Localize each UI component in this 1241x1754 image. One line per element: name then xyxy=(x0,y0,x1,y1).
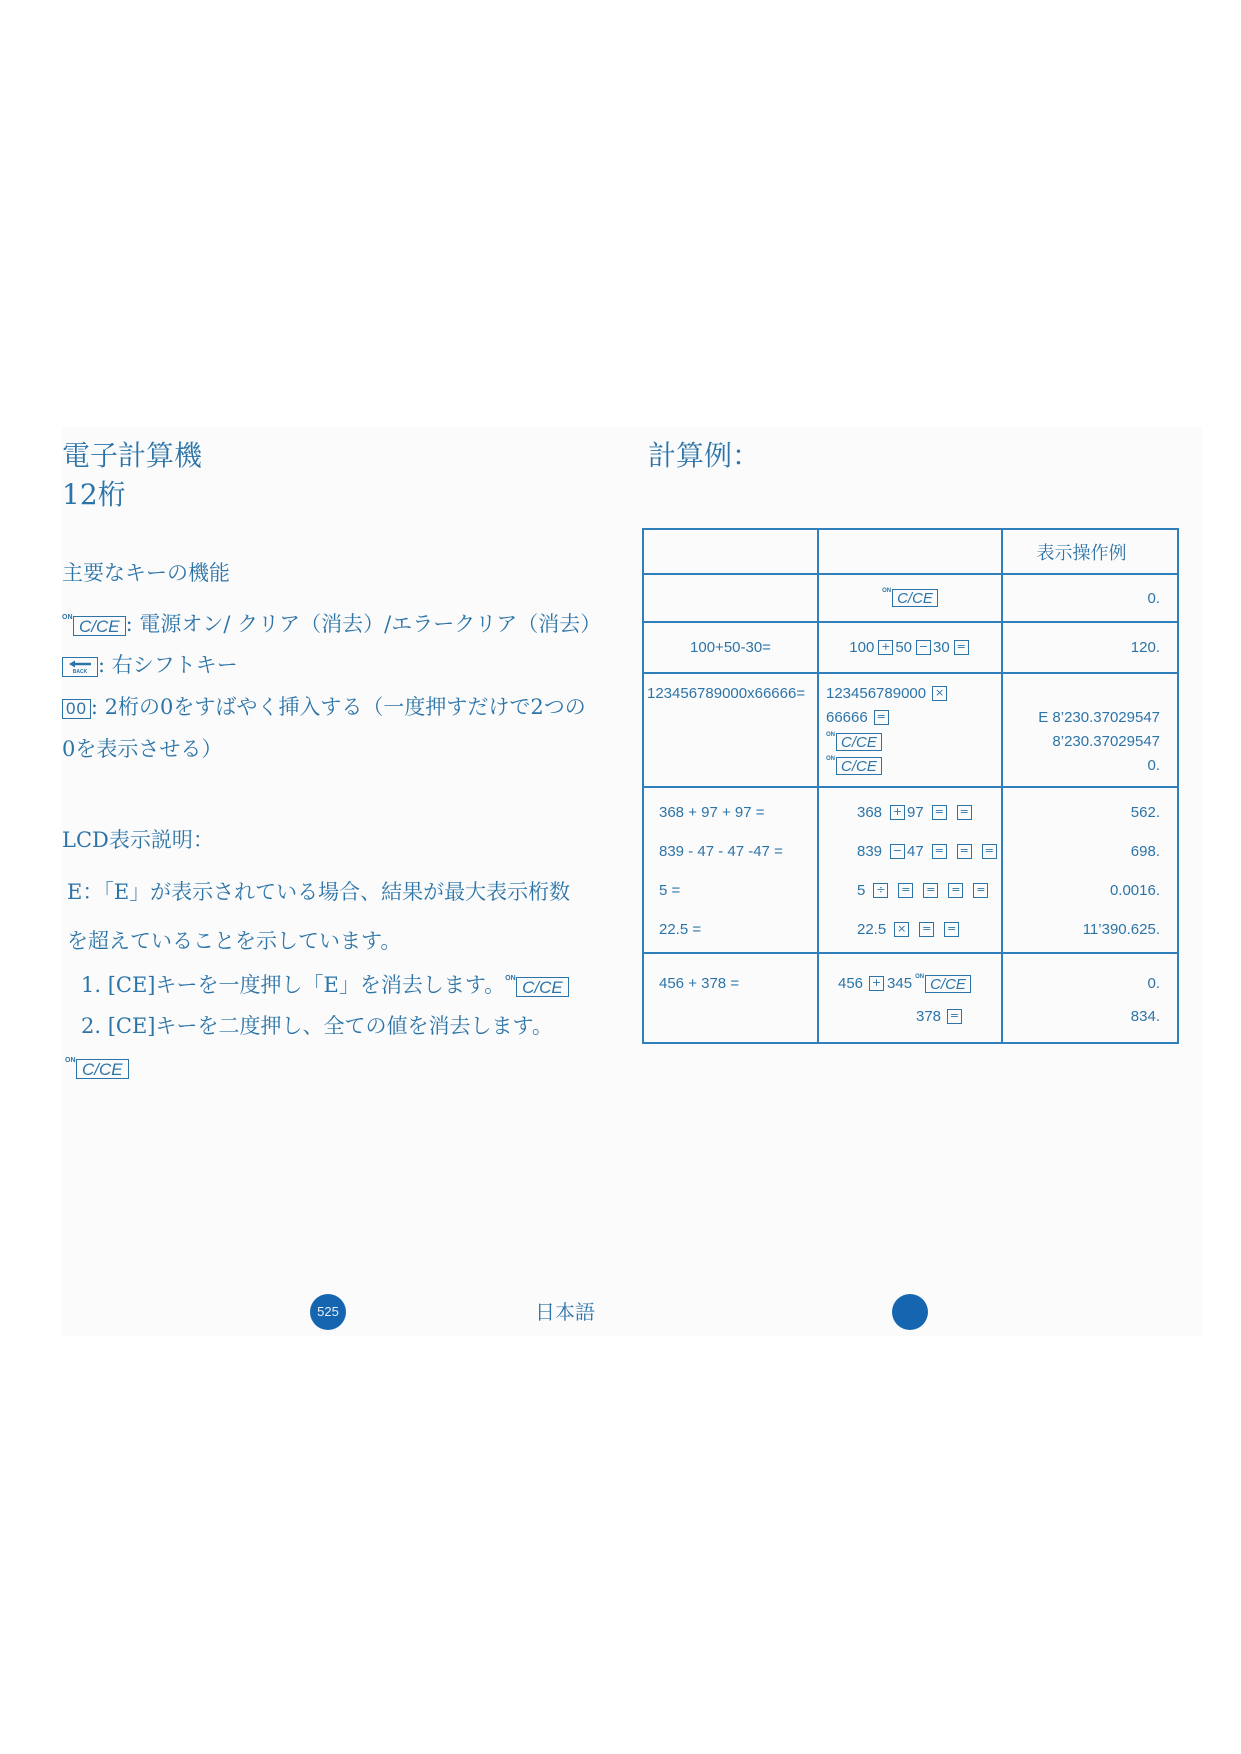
on-c-ce-key-icon xyxy=(65,1056,129,1079)
equals-key-icon: = xyxy=(932,805,947,820)
cell-value: 378 xyxy=(916,1008,942,1025)
on-c-ce-key-icon xyxy=(915,975,971,993)
cell-line xyxy=(690,639,771,656)
on-c-ce-key-icon xyxy=(882,589,938,607)
cell-value: 0. xyxy=(1147,589,1160,607)
cell-line xyxy=(1003,910,1160,949)
error-description-continued: を超えていることを示しています。 xyxy=(67,929,402,953)
cell-value: 562. xyxy=(1130,804,1160,821)
cell-line xyxy=(659,967,817,1000)
cell-value: 368 xyxy=(857,804,883,821)
on-label: ON xyxy=(826,756,835,763)
cell-line xyxy=(1003,682,1160,706)
display-cell xyxy=(1003,788,1177,954)
cell-value: E 8’230.37029547 xyxy=(1038,709,1160,726)
header-cell-display xyxy=(1003,530,1177,575)
c-ce-key-label: C/CE xyxy=(73,616,126,636)
cell-value: 0. xyxy=(1147,757,1160,774)
step-text: 1. [CE]キーを一度押し「E」を消去します。 xyxy=(81,973,506,997)
cell-line xyxy=(826,706,1001,730)
lcd-heading: LCD表示説明： xyxy=(62,828,214,852)
key-function-on-c-ce xyxy=(62,609,601,639)
expression-cell xyxy=(644,575,819,623)
cell-value: 123456789000x66666= xyxy=(647,685,806,702)
equals-key-icon: = xyxy=(954,640,969,655)
cell-line xyxy=(1003,832,1160,871)
cell-value: 30 xyxy=(933,639,950,656)
cell-line xyxy=(838,1000,1001,1033)
cell-line xyxy=(849,639,970,656)
cell-line xyxy=(826,730,1001,754)
decorative-dot xyxy=(892,1294,928,1330)
equals-key-icon: = xyxy=(944,922,959,937)
cell-line xyxy=(659,910,817,949)
back-key-icon xyxy=(62,657,98,677)
equals-key-icon: = xyxy=(957,844,972,859)
cell-value: 456 xyxy=(838,975,864,992)
left-arrow-icon xyxy=(68,660,92,668)
equals-key-icon: = xyxy=(982,844,997,859)
calculation-examples-table xyxy=(642,528,1179,1044)
product-digits: 12桁 xyxy=(62,478,126,511)
cell-value: 22.5 xyxy=(857,921,887,938)
c-ce-key-label: C/CE xyxy=(925,975,971,993)
equals-key-icon: = xyxy=(947,1009,962,1024)
cell-value: 47 xyxy=(907,843,924,860)
cell-value: 834. xyxy=(1130,1008,1160,1025)
cell-line xyxy=(838,967,1001,1000)
minus-key-icon: − xyxy=(890,844,905,859)
key-functions-heading: 主要なキーの機能 xyxy=(62,561,230,585)
on-c-ce-key-icon xyxy=(62,613,126,636)
keystrokes-cell xyxy=(819,788,1003,954)
cell-value: 120. xyxy=(1130,639,1160,656)
examples-heading: 計算例： xyxy=(648,439,761,472)
clear-step-1 xyxy=(81,970,569,1000)
expression-cell xyxy=(644,954,819,1042)
c-ce-key-label: C/CE xyxy=(76,1059,129,1079)
cell-value: 368 + 97 + 97 = xyxy=(659,804,765,821)
page-number: 525 xyxy=(317,1304,339,1319)
cell-line xyxy=(659,793,817,832)
key-description: : 右シフトキー xyxy=(98,653,238,677)
cell-line xyxy=(857,832,1001,871)
equals-key-icon: = xyxy=(973,883,988,898)
cell-value: 11’390.625. xyxy=(1082,921,1160,938)
equals-key-icon: = xyxy=(932,844,947,859)
cell-line xyxy=(1003,754,1160,778)
on-label: ON xyxy=(65,1056,76,1064)
key-description: : 2桁の0をすばやく挿入する（一度押すだけで2つの xyxy=(90,695,586,719)
cell-line xyxy=(1003,871,1160,910)
equals-key-icon: = xyxy=(923,883,938,898)
header-cell-keystrokes xyxy=(819,530,1003,575)
product-title: 電子計算機 xyxy=(62,439,203,472)
cell-value: 50 xyxy=(895,639,913,656)
keystrokes-cell xyxy=(819,575,1003,623)
cell-line xyxy=(1003,1000,1160,1033)
key-function-double-zero xyxy=(62,692,586,722)
display-cell xyxy=(1003,954,1177,1042)
key-function-back xyxy=(62,650,238,680)
equals-key-icon: = xyxy=(948,883,963,898)
c-ce-key-label: C/CE xyxy=(836,757,882,775)
display-header-label: 表示操作例 xyxy=(1036,542,1127,564)
key-description: : 電源オン/ クリア（消去）/エラークリア（消去） xyxy=(125,612,602,636)
expression-cell xyxy=(644,623,819,674)
cell-value: 345 xyxy=(887,975,913,992)
display-cell xyxy=(1003,623,1177,674)
cell-line xyxy=(1003,967,1160,1000)
expression-cell xyxy=(644,788,819,954)
equals-key-icon: = xyxy=(898,883,913,898)
cell-value: 5 = xyxy=(659,882,681,899)
expression-cell xyxy=(644,674,819,788)
cell-value: 698. xyxy=(1130,843,1160,860)
on-label: ON xyxy=(62,613,73,621)
c-ce-key-label: C/CE xyxy=(892,589,938,607)
c-ce-key-label: C/CE xyxy=(516,977,569,997)
plus-key-icon: + xyxy=(878,640,893,655)
display-cell xyxy=(1003,575,1177,623)
keystrokes-cell xyxy=(819,674,1003,788)
display-cell xyxy=(1003,674,1177,788)
cell-value: 0.0016. xyxy=(1109,882,1160,899)
error-description: E：「E」が表示されている場合、結果が最大表示桁数 xyxy=(67,880,571,904)
cell-value: 123456789000 xyxy=(826,685,927,702)
clear-step-2-key xyxy=(65,1052,129,1082)
cell-value: 0. xyxy=(1147,975,1160,992)
cell-value: 97 xyxy=(907,804,924,821)
multiply-key-icon: × xyxy=(894,922,909,937)
c-ce-key-label: C/CE xyxy=(836,733,882,751)
cell-value: 456 + 378 = xyxy=(659,975,740,992)
cell-line xyxy=(1003,730,1160,754)
multiply-key-icon: × xyxy=(932,686,947,701)
header-cell-expression xyxy=(644,530,819,575)
cell-line xyxy=(857,793,1001,832)
cell-line xyxy=(826,682,1001,706)
cell-line xyxy=(647,682,817,706)
on-c-ce-key-icon xyxy=(826,757,882,775)
keystrokes-cell xyxy=(819,623,1003,674)
cell-line xyxy=(857,871,1001,910)
on-label: ON xyxy=(882,588,892,595)
clear-step-2: 2. [CE]キーを二度押し、全ての値を消去します。 xyxy=(81,1014,553,1038)
equals-key-icon: = xyxy=(874,710,889,725)
cell-line xyxy=(826,754,1001,778)
cell-value: 66666 xyxy=(826,709,868,726)
on-c-ce-key-icon xyxy=(505,974,569,997)
cell-line xyxy=(857,910,1001,949)
divide-key-icon: ÷ xyxy=(873,883,888,898)
language-label: 日本語 xyxy=(535,1300,595,1324)
on-label: ON xyxy=(505,974,516,982)
page-number-badge xyxy=(310,1294,346,1330)
cell-value: 100+50-30= xyxy=(690,639,771,656)
cell-line xyxy=(659,832,817,871)
plus-key-icon: + xyxy=(890,805,905,820)
cell-value: 8’230.37029547 xyxy=(1052,733,1160,750)
cell-value: 839 xyxy=(857,843,883,860)
cell-line xyxy=(1003,793,1160,832)
cell-value: 5 xyxy=(857,882,866,899)
cell-line xyxy=(1147,590,1160,607)
back-key-label: BACK xyxy=(72,668,88,675)
cell-line xyxy=(1131,639,1160,656)
equals-key-icon: = xyxy=(919,922,934,937)
cell-line xyxy=(1003,706,1160,730)
on-label: ON xyxy=(915,974,925,981)
cell-value: 839 - 47 - 47 -47 = xyxy=(659,843,783,860)
plus-key-icon: + xyxy=(869,976,884,991)
on-c-ce-key-icon xyxy=(826,733,882,751)
cell-line xyxy=(659,871,817,910)
minus-key-icon: − xyxy=(916,640,931,655)
equals-key-icon: = xyxy=(957,805,972,820)
on-label: ON xyxy=(826,732,835,739)
cell-line xyxy=(882,589,938,607)
cell-value: 22.5 = xyxy=(659,921,702,938)
keystrokes-cell xyxy=(819,954,1003,1042)
cell-value: 100 xyxy=(849,639,875,656)
double-zero-key-icon: 00 xyxy=(62,699,91,719)
key-description-continued: 0を表示させる） xyxy=(62,737,223,761)
